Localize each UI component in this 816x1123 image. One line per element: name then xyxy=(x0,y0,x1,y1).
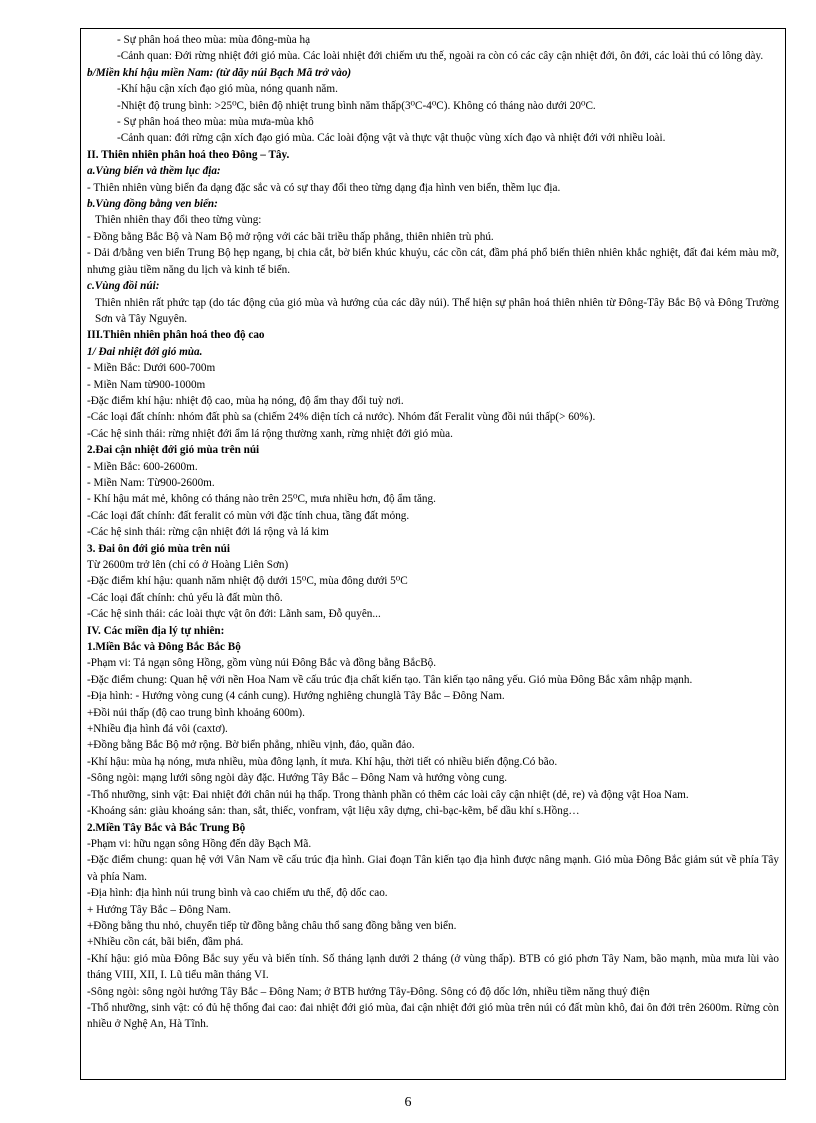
heading-line: II. Thiên nhiên phân hoá theo Đông – Tây. xyxy=(87,148,290,161)
text-line: -Khí hậu cận xích đạo gió mùa, nóng quanh năm. xyxy=(117,83,338,96)
heading-line: b.Vùng đồng bằng ven biển: xyxy=(87,198,218,211)
text-line: -Khoáng sản: giàu khoáng sản: than, sắt, thiếc, vonfram, vật liệu xây dựng, chì-bạc-kẽm, bể dầu khí s.Hồng… xyxy=(87,805,580,818)
text-line: -Thổ nhưỡng, sinh vật: Đai nhiệt đới chân núi hạ thấp. Trong thành phần có thêm các loài cây cận nhiệt (dẻ, re) và động vật Hoa Nam. xyxy=(87,788,689,801)
text-line: -Khí hậu: mùa hạ nóng, mưa nhiều, mùa đông lạnh, ít mưa. Khí hậu, thời tiết có nhiều biến động.Có bão. xyxy=(87,755,558,768)
text-line: -Địa hình: địa hình núi trung bình và cao chiếm ưu thế, độ dốc cao. xyxy=(87,887,388,900)
text-line: -Các loại đất chính: chủ yếu là đất mùn thô. xyxy=(87,591,283,604)
text-line: - Đồng bằng Bắc Bộ và Nam Bộ mở rộng với các bãi triều thấp phẳng, thiên nhiên trù phú. xyxy=(87,230,494,243)
heading-line: 2.Miền Tây Bắc và Bắc Trung Bộ xyxy=(87,821,246,834)
text-line: Thiên nhiên rất phức tạp (do tác động của gió mùa và hướng của các dãy núi). Thể hiện sự phân hoá thiên nhiên từ Đông-Tây Bắc Bộ và Đông Trường Sơn và Tây Nguyên. xyxy=(95,296,779,325)
text-line: +Nhiều cồn cát, bãi biển, đầm phá. xyxy=(87,936,244,949)
text-line: -Khí hậu: gió mùa Đông Bắc suy yếu và biến tính. Số tháng lạnh dưới 2 tháng (ở vùng thấp). BTB có gió phơn Tây Nam, bão mạnh, mùa mưa lùi vào tháng VIII, XII, I. Lũ tiểu mãn tháng VI. xyxy=(87,952,779,982)
text-line: -Cảnh quan: Đới rừng nhiệt đới gió mùa. Các loài nhiệt đới chiếm ưu thế, ngoài ra còn có các cây cận nhiệt đới, ôn đới, các loài thú có lông dày. xyxy=(117,50,764,63)
text-line: -Phạm vi: hữu ngạn sông Hồng đến dãy Bạch Mã. xyxy=(87,837,312,850)
text-line: -Các hệ sinh thái: các loài thực vật ôn đới: Lãnh sam, Đỗ quyên... xyxy=(87,608,381,621)
text-line: -Nhiệt độ trung bình: >25⁰C, biên độ nhiệt trung bình năm thấp(3⁰C-4⁰C). Không có tháng nào dưới 20⁰C. xyxy=(117,99,596,112)
text-line: - Miền Bắc: Dưới 600-700m xyxy=(87,362,216,375)
text-line: -Sông ngòi: mạng lưới sông ngòi dày đặc. Hướng Tây Bắc – Đông Nam và hướng vòng cung. xyxy=(87,772,508,785)
text-line: +Nhiều địa hình đá vôi (caxtơ). xyxy=(87,723,228,736)
text-line: -Các hệ sinh thái: rừng cận nhiệt đới lá rộng và lá kim xyxy=(87,526,329,539)
text-line: -Đặc điểm khí hậu: quanh năm nhiệt độ dưới 15⁰C, mùa đông dưới 5⁰C xyxy=(87,575,408,588)
page-frame xyxy=(80,28,786,1080)
text-line: - Sự phân hoá theo mùa: mùa đông-mùa hạ xyxy=(117,34,311,46)
heading-line: a.Vùng biển và thềm lục địa: xyxy=(87,165,221,178)
text-line: -Các loại đất chính: đất feralit có mùn với đặc tính chua, tầng đất mỏng. xyxy=(87,509,410,522)
heading-line: 1.Miền Bắc và Đông Bắc Bắc Bộ xyxy=(87,641,241,654)
text-line: - Khí hậu mát mẻ, không có tháng nào trên 25⁰C, mưa nhiều hơn, độ ẩm tăng. xyxy=(87,493,436,506)
heading-line: III.Thiên nhiên phân hoá theo độ cao xyxy=(87,329,265,342)
text-line: -Đặc điểm khí hậu: nhiệt độ cao, mùa hạ nóng, độ ẩm thay đổi tuỳ nơi. xyxy=(87,394,404,407)
text-line: +Đồng bằng Bắc Bộ mở rộng. Bờ biển phẳng, nhiều vịnh, đảo, quần đảo. xyxy=(87,739,415,752)
text-line: -Các loại đất chính: nhóm đất phù sa (chiếm 24% diện tích cả nước). Nhóm đất Feralit vùng đồi núi thấp(> 60%). xyxy=(87,411,596,424)
heading-line: 3. Đai ôn đới gió mùa trên núi xyxy=(87,542,230,555)
text-line: Thiên nhiên thay đổi theo từng vùng: xyxy=(95,214,262,227)
page-number: 6 xyxy=(404,1095,412,1110)
text-line: -Cảnh quan: đới rừng cận xích đạo gió mùa. Các loài động vật và thực vật thuộc vùng xích đạo và nhiệt đới với nhiều loài. xyxy=(117,132,666,145)
heading-line: c.Vùng đồi núi: xyxy=(87,280,160,293)
text-line: -Đặc điểm chung: quan hệ với Vân Nam về cấu trúc địa hình. Giai đoạn Tân kiến tạo địa hình được nâng mạnh. Gió mùa Đông Bắc giảm sút về phía Tây và phía Nam. xyxy=(87,854,779,883)
heading-line: 1/ Đai nhiệt đới gió mùa. xyxy=(87,345,203,358)
text-line: -Phạm vi: Tả ngạn sông Hồng, gồm vùng núi Đông Bắc và đồng bằng BắcBộ. xyxy=(87,657,437,670)
text-line: +Đồi núi thấp (độ cao trung bình khoảng 600m). xyxy=(87,706,305,719)
text-line: - Miền Bắc: 600-2600m. xyxy=(87,460,198,473)
heading-line: b/Miền khí hậu miền Nam: (từ dãy núi Bạch Mã trở vào) xyxy=(87,66,352,79)
text-line: - Thiên nhiên vùng biển đa dạng đặc sắc và có sự thay đổi theo từng dạng địa hình ven biển, thềm lục địa. xyxy=(87,181,561,194)
text-line: -Sông ngòi: sông ngòi hướng Tây Bắc – Đông Nam; ở BTB hướng Tây-Đông. Sông có độ dốc lớn, nhiều tiềm năng thuỷ điện xyxy=(87,985,650,998)
text-line: - Dải đ/bằng ven biển Trung Bộ hẹp ngang, bị chia cắt, bờ biển khúc khuỷu, các cồn cát, đầm phá phổ biến thiên nhiên khắc nghiệt, đất đai kém màu mỡ, nhưng giàu tiềm năng du lịch và kinh tế biển. xyxy=(87,247,779,276)
text-line: - Sự phân hoá theo mùa: mùa mưa-mùa khô xyxy=(117,116,314,129)
text-line: - Miền Nam từ900-1000m xyxy=(87,378,206,391)
heading-line: 2.Đai cận nhiệt đới gió mùa trên núi xyxy=(87,444,260,457)
heading-line: IV. Các miền địa lý tự nhiên: xyxy=(87,624,225,637)
text-line: -Các hệ sinh thái: rừng nhiệt đới ẩm lá rộng thường xanh, rừng nhiệt đới gió mùa. xyxy=(87,427,453,440)
text-line: -Thổ nhưỡng, sinh vật: có đủ hệ thống đai cao: đai nhiệt đới gió mùa, đai cận nhiệt đới gió mùa trên núi có đất mùn khô, đai ôn đới trên 2600m. Rừng còn nhiều ở Nghệ An, Hà Tĩnh. xyxy=(87,1001,779,1031)
document-body xyxy=(87,32,779,1033)
text-line: -Đặc điểm chung: Quan hệ với nền Hoa Nam về cấu trúc địa chất kiến tạo. Tân kiến tạo nâng yếu. Gió mùa Đông Bắc xâm nhập mạnh. xyxy=(87,673,693,686)
text-line: +Đồng bằng thu nhỏ, chuyển tiếp từ đồng bằng châu thổ sang đồng bằng ven biển. xyxy=(87,919,457,932)
text-line: + Hướng Tây Bắc – Đông Nam. xyxy=(87,903,231,916)
text-line: - Miền Nam: Từ900-2600m. xyxy=(87,476,215,489)
text-line: -Địa hình: - Hướng vòng cung (4 cánh cung). Hướng nghiêng chunglà Tây Bắc – Đông Nam. xyxy=(87,690,505,703)
text-line: Từ 2600m trở lên (chỉ có ở Hoàng Liên Sơn) xyxy=(87,559,289,571)
